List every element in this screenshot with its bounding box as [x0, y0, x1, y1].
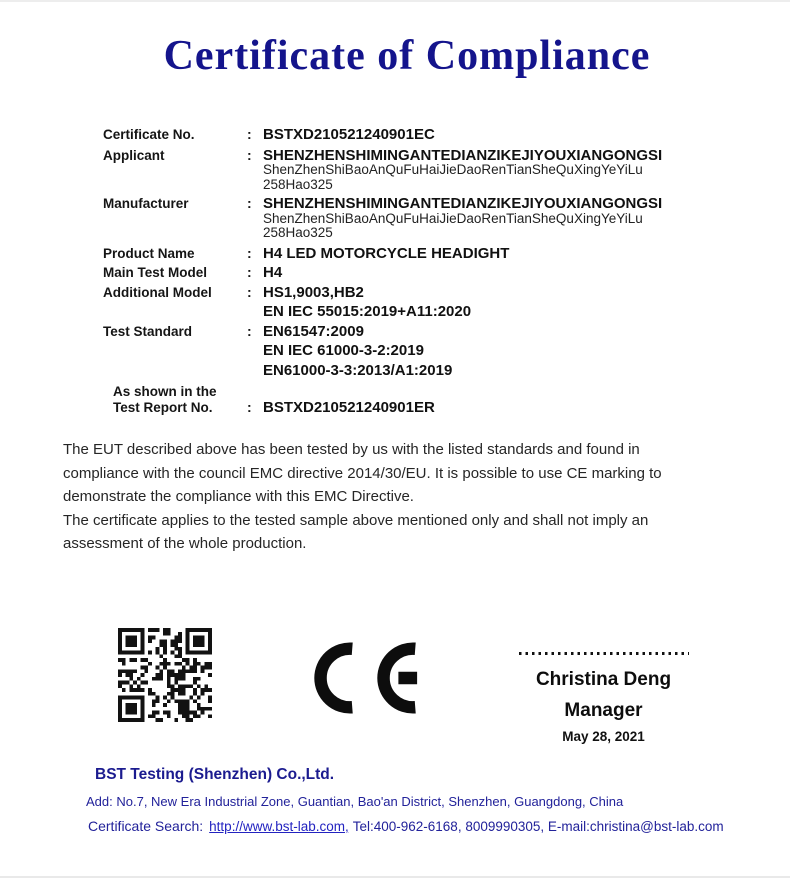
certificate-field-row: [103, 127, 733, 143]
certificate-title: Certificate of Compliance: [163, 33, 651, 79]
certificate-field-row: [103, 384, 733, 415]
certificate-field-row: [103, 343, 733, 359]
field-colon: :: [247, 244, 252, 261]
field-value: EN61000-3-3:2013/A1:2019: [263, 361, 453, 379]
field-value: EN IEC 55015:2019+A11:2020: [263, 303, 472, 320]
certificate-field-row: [103, 324, 733, 340]
footer: [0, 766, 790, 834]
certificate-search-line: [88, 818, 790, 834]
field-label: Additional Model: [103, 284, 212, 300]
field-value: SHENZHENSHIMINGANTEDIANZIKEJIYOUXIANGONGSI ShenZhenShiBaoAnQuFuHaiJieDaoRenTianSheQuXingYeYiLu 258Hao325: [263, 146, 663, 192]
field-label: Main Test Model: [103, 265, 208, 280]
signature-dotted-line: [519, 652, 689, 655]
certificate-field-row: [103, 265, 733, 281]
field-value: SHENZHENSHIMINGANTEDIANZIKEJIYOUXIANGONGSI ShenZhenShiBaoAnQuFuHaiJieDaoRenTianSheQuXingYeYiLu 258Hao325: [263, 195, 663, 240]
field-colon: :: [247, 146, 252, 163]
compliance-statement: [63, 438, 711, 556]
field-label: As shown in the Test Report No.: [113, 384, 217, 415]
signatory-name: Christina Deng: [535, 669, 672, 690]
statement-paragraph-1: The EUT described above has been tested by us with the listed standards and found in compliance with the council EMC directive 2014/30/EU. It is possible to use CE marking to demonstrate the compliance with this EMC Directive.: [63, 441, 662, 505]
field-colon: :: [247, 283, 252, 300]
signatory-role: Manager: [564, 700, 643, 721]
qr-code-icon: [117, 628, 213, 722]
field-label: Certificate No.: [103, 127, 195, 142]
company-name: BST Testing (Shenzhen) Co.,Ltd.: [95, 766, 335, 783]
certificate-field-row: [103, 148, 733, 193]
field-value: H4 LED MOTORCYCLE HEADIGHT: [263, 244, 510, 262]
company-address: Add: No.7, New Era Industrial Zone, Guantian, Bao'an District, Shenzhen, Guangdong, China: [86, 794, 624, 809]
contact-info: Tel:400-962-6168, 8009990305, E-mail:christina@bst-lab.com: [352, 819, 724, 834]
certificate-field-row: [103, 196, 733, 241]
field-colon: :: [247, 126, 252, 142]
field-value: HS1,9003,HB2: [263, 283, 364, 301]
field-value: BSTXD210521240901EC: [263, 126, 435, 143]
ce-letter-e: [377, 638, 418, 718]
certificate-search-link[interactable]: http://www.bst-lab.com,: [209, 819, 349, 834]
field-value: EN61547:2009: [263, 322, 364, 340]
field-value: BSTXD210521240901ER: [263, 398, 435, 416]
field-colon: :: [247, 195, 252, 211]
statement-paragraph-2: The certificate applies to the tested sample above mentioned only and shall not imply an assessment of the whole production.: [63, 511, 649, 552]
field-label: Product Name: [103, 245, 195, 261]
ce-mark-icon: [314, 638, 418, 718]
field-label: Manufacturer: [103, 196, 189, 211]
certificate-field-row: [103, 285, 733, 301]
certificate-field-row: [103, 246, 733, 262]
ce-letter-c: [314, 638, 355, 718]
field-colon: :: [247, 264, 252, 280]
field-colon: :: [247, 322, 252, 339]
certificate-field-row: [103, 304, 733, 320]
field-value: EN IEC 61000-3-2:2019: [263, 342, 424, 359]
certificate-field-row: [103, 363, 733, 379]
field-colon: :: [247, 398, 252, 415]
signature-block: [506, 646, 701, 744]
field-label: Applicant: [103, 147, 165, 163]
field-label: Test Standard: [103, 323, 193, 339]
field-value: H4: [263, 264, 283, 281]
signature-date: May 28, 2021: [562, 729, 645, 744]
certificate-search-label: Certificate Search:: [88, 818, 204, 834]
certificate-fields: [103, 127, 733, 419]
